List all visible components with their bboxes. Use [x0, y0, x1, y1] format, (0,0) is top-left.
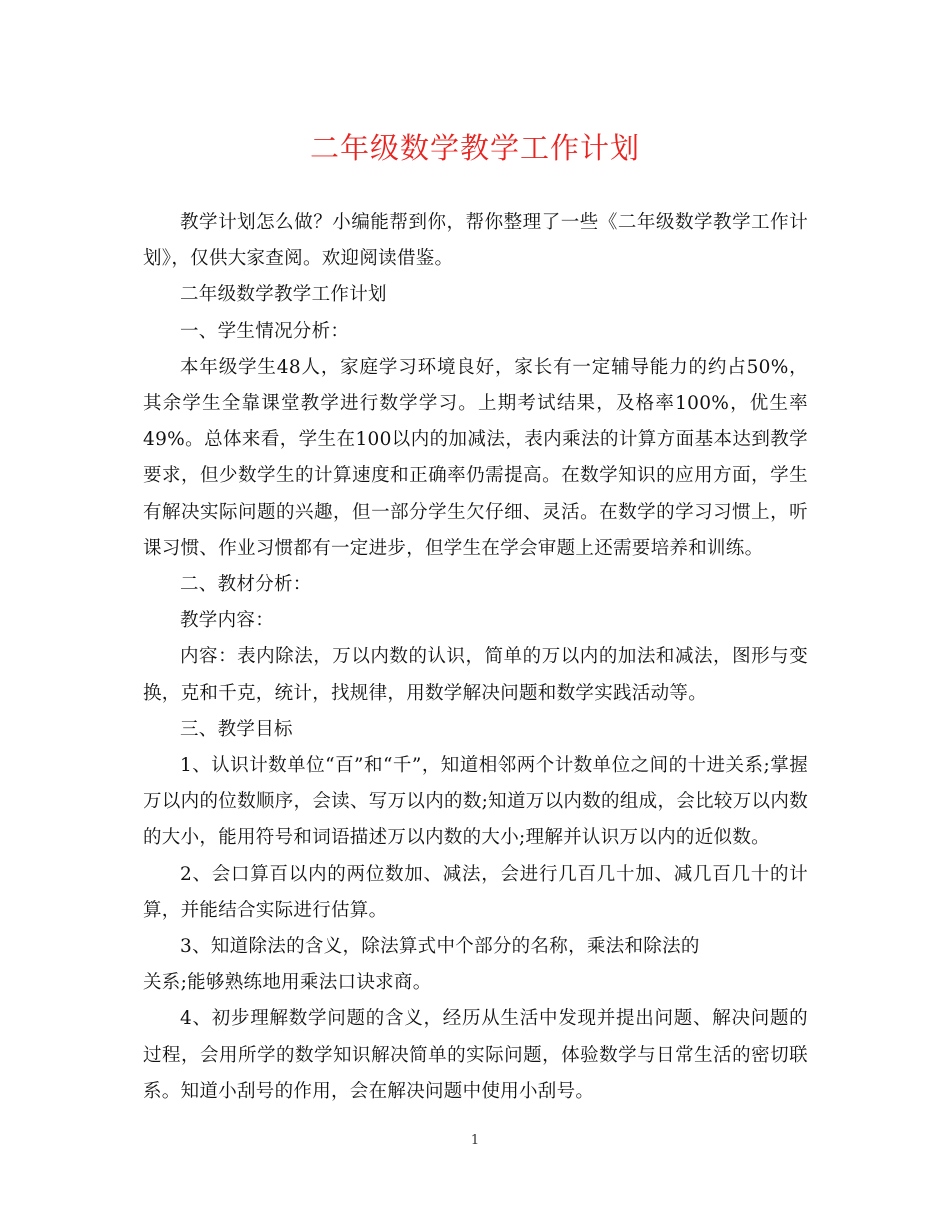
intro-paragraph: 教学计划怎么做？小编能帮到你，帮你整理了一些《二年级数学教学工作计划》，仅供大家查阅。欢迎阅读借鉴。 [143, 212, 808, 270]
goal-item-2: 2、会口算百以内的两位数加、减法，会进行几百几十加、减几百几十的计算，并能结合实际进行估算。 [143, 863, 808, 921]
goal-item-4: 4、初步理解数学问题的含义，经历从生活中发现并提出问题、解决问题的过程，会用所学的数学知识解决简单的实际问题，体验数学与日常生活的密切联系。知道小刮号的作用，会在解决问题中使用小刮号。 [143, 1008, 808, 1102]
goal-item-1: 1、认识计数单位“百”和“千”，知道相邻两个计数单位之间的十进关系;掌握万以内的位数顺序，会读、写万以内的数;知道万以内数的组成，会比较万以内数的大小，能用符号和词语描述万以内数的大小;理解并认识万以内的近似数。 [143, 755, 808, 849]
goal-item-3-continued: 关系;能够熟练地用乘法口诀求商。 [143, 972, 432, 994]
section-heading-teaching-goals: 三、教学目标 [180, 718, 293, 740]
subtitle-paragraph: 二年级数学教学工作计划 [180, 284, 387, 306]
student-analysis-paragraph: 本年级学生48人，家庭学习环境良好，家长有一定辅导能力的约占50%，其余学生全靠课堂教学进行数学学习。上期考试结果，及格率100%，优生率49%。总体来看，学生在100以内的加减法，表内乘法的计算方面基本达到教学要求，但少数学生的计算速度和正确率仍需提高。在数学知识的应用方面，学生有解决实际问题的兴趣，但一部分学生欠仔细、灵活。在数学的学习习惯上，听课习惯、作业习惯都有一定进步，但学生在学会审题上还需要培养和训练。 [143, 356, 808, 559]
teaching-content-paragraph: 内容：表内除法，万以内数的认识，简单的万以内的加法和减法，图形与变换，克和千克，统计，找规律，用数学解决问题和数学实践活动等。 [143, 646, 808, 704]
teaching-content-label: 教学内容： [180, 610, 275, 632]
document-body [143, 205, 808, 1110]
page-number: 1 [470, 1133, 480, 1148]
goal-item-3: 3、知道除法的含义，除法算式中个部分的名称，乘法和除法的 [180, 936, 700, 958]
section-heading-student-analysis: 一、学生情况分析： [180, 320, 350, 342]
document-title: 二年级数学教学工作计划 [309, 131, 640, 165]
section-heading-textbook-analysis: 二、教材分析： [180, 574, 312, 596]
